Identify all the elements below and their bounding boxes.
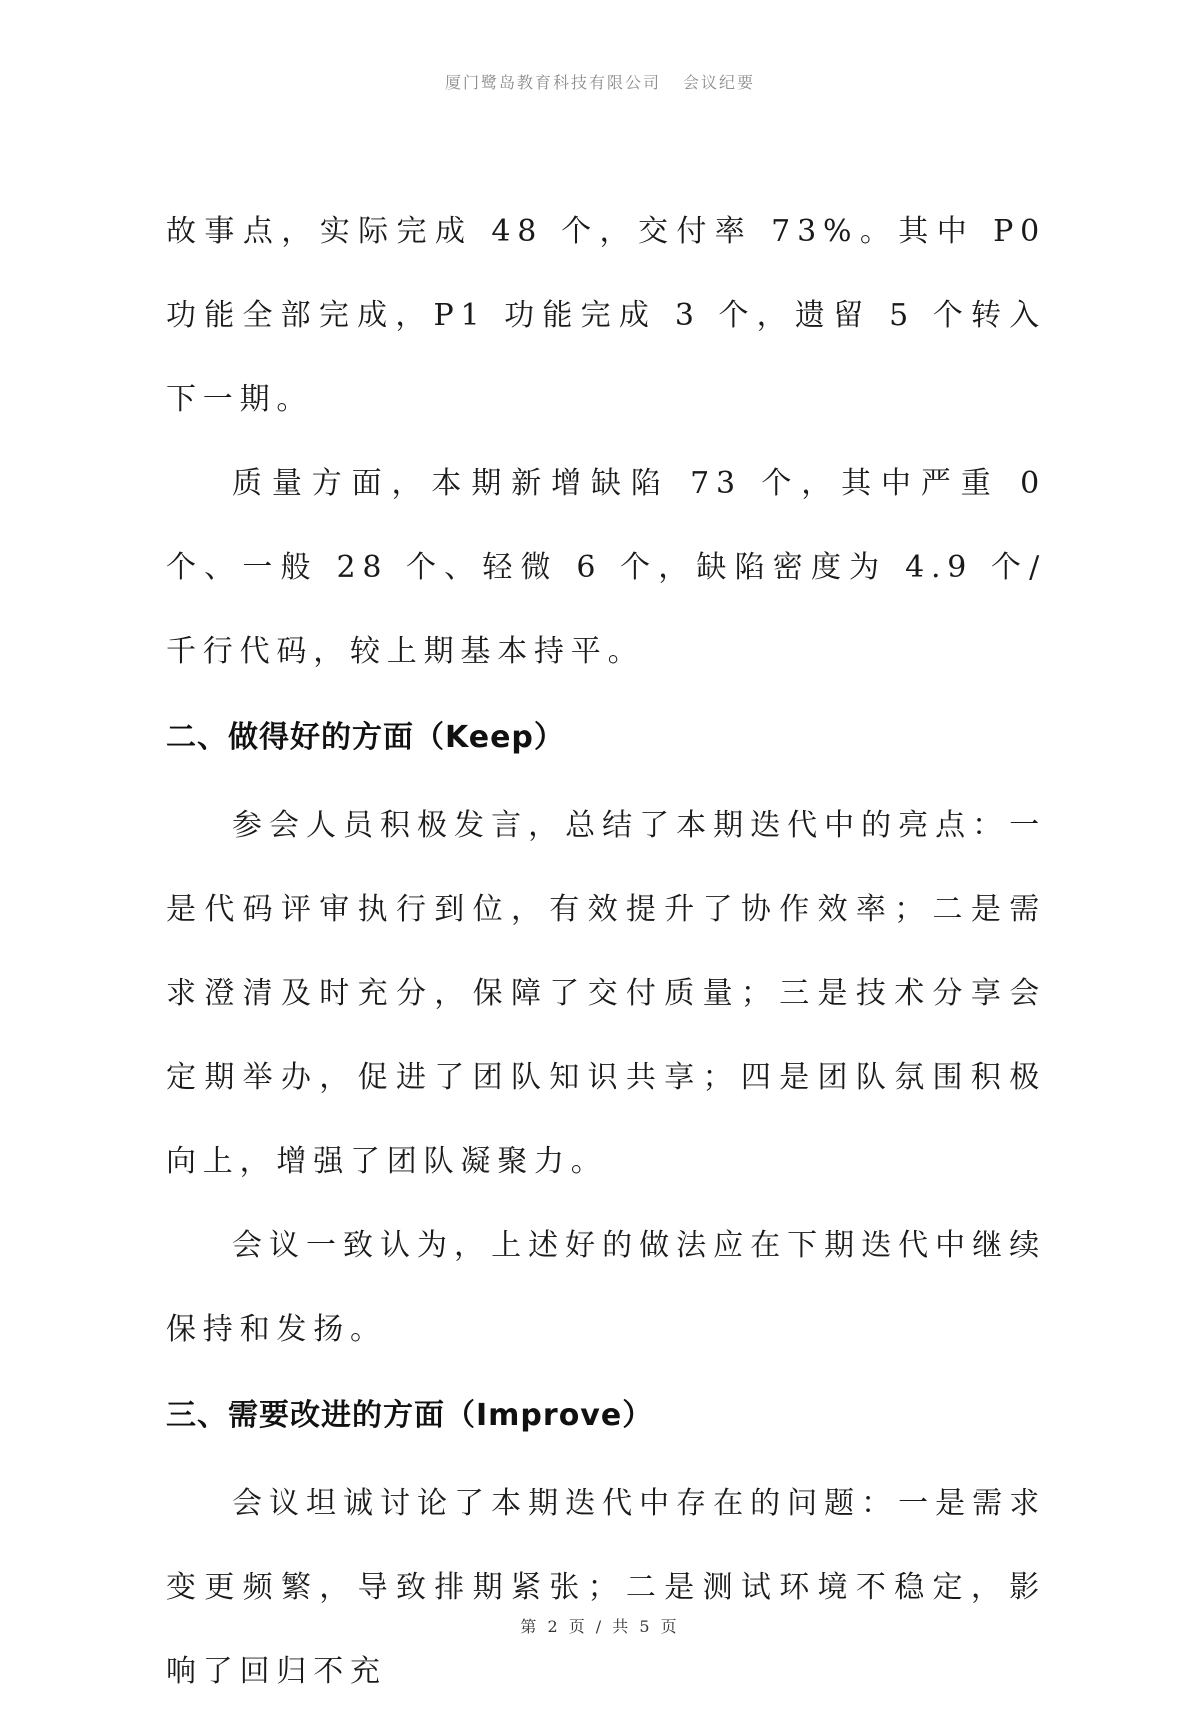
section-heading-keep: 二、做得好的方面（Keep） xyxy=(166,720,565,755)
paragraph-improve-issues: 会议坦诚讨论了本期迭代中存在的问题：一是需求变更频繁，导致排期紧张；二是测试环境不稳定，影响了回归不充 xyxy=(166,1486,1046,1689)
paragraph-keep-highlights: 参会人员积极发言，总结了本期迭代中的亮点：一是代码评审执行到位，有效提升了协作效率；二是需求澄清及时充分，保障了交付质量；三是技术分享会定期举办，促进了团队知识共享；四是团队氛围积极向上，增强了团队凝聚力。 xyxy=(166,808,1046,1179)
header-company: 厦门鹭岛教育科技有限公司 xyxy=(444,73,661,92)
paragraph-delivery-summary: 故事点，实际完成 48 个，交付率 73%。其中 P0 功能全部完成，P1 功能完成 3 个，遗留 5 个转入下一期。 xyxy=(166,214,1046,417)
header-doc-type: 会议纪要 xyxy=(683,73,756,92)
section-heading-improve: 三、需要改进的方面（Improve） xyxy=(166,1398,654,1433)
paragraph-quality-summary: 质量方面，本期新增缺陷 73 个，其中严重 0 个、一般 28 个、轻微 6 个，缺陷密度为 4.9 个/千行代码，较上期基本持平。 xyxy=(166,466,1046,669)
page-number: 第 2 页 / 共 5 页 xyxy=(520,1617,680,1636)
document-body xyxy=(166,190,1046,1714)
page-header xyxy=(0,70,1200,93)
paragraph-keep-conclusion: 会议一致认为，上述好的做法应在下期迭代中继续保持和发扬。 xyxy=(166,1228,1046,1347)
